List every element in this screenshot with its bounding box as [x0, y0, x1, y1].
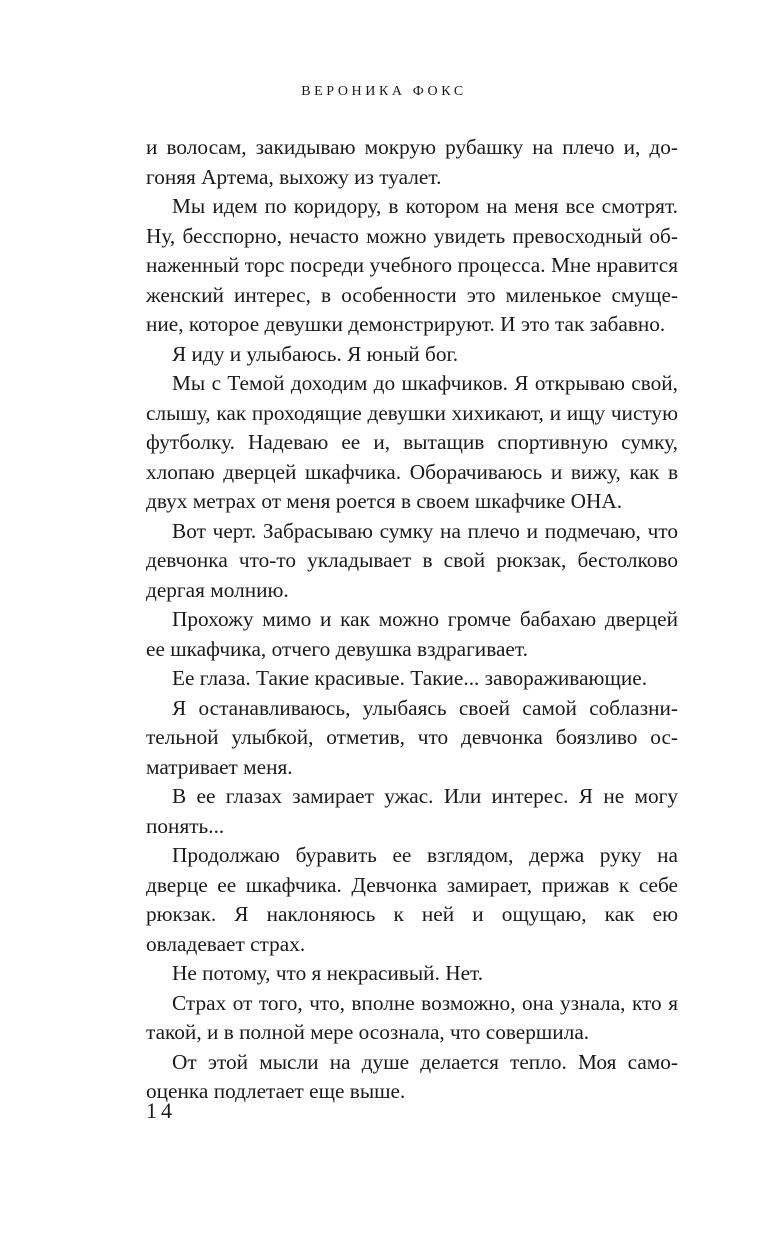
- paragraph: Вот черт. Забрасываю сумку на плечо и подмечаю, что девчонка что-то укладывает в свой рюкзак, бестолково дергая молнию.: [146, 518, 678, 602]
- running-header: ВЕРОНИКА ФОКС: [301, 84, 467, 99]
- paragraph: Продолжаю буравить ее взглядом, держа руку на дверце ее шкафчика. Девчонка замирает, прижав к себе рюкзак. Я наклоняюсь к ней и ощущаю, как ею овладевает страх.: [146, 843, 678, 956]
- paragraph: Я останавливаюсь, улыбаясь своей самой соблазнительной улыбкой, отметив, что девчонка боязливо осматривает меня.: [146, 695, 678, 779]
- paragraph: Прохожу мимо и как можно громче бабахаю дверцей ее шкафчика, отчего девушка вздрагивает.: [146, 607, 678, 661]
- paragraph: От этой мысли на душе делается тепло. Моя самооценка подлетает еще выше.: [146, 1049, 678, 1103]
- paragraph: Не потому, что я некрасивый. Нет.: [172, 961, 484, 985]
- page-number: 14: [146, 1098, 176, 1123]
- paragraph: Мы идем по коридору, в котором на меня все смотрят. Ну, бесспорно, нечасто можно увидеть превосходный обнаженный торс посреди учебного процесса. Мне нравится женский интерес, в особенности это миленькое смущение, которое девушки демонстрируют. И это так забавно.: [146, 194, 678, 336]
- paragraph: В ее глазах замирает ужас. Или интерес. Я не могу понять...: [146, 784, 678, 838]
- page-body: [146, 133, 678, 1107]
- paragraph: Страх от того, что, вполне возможно, она узнала, кто я такой, и в полной мере осознала, что совершила.: [146, 990, 678, 1044]
- paragraph: и волосам, закидываю мокрую рубашку на плечо и, догоняя Артема, выхожу из туалет.: [146, 135, 678, 189]
- paragraph: Я иду и улыбаюсь. Я юный бог.: [172, 341, 459, 366]
- paragraph: Мы с Темой доходим до шкафчиков. Я открываю свой, слышу, как проходящие девушки хихикают, и ищу чистую футболку. Надеваю ее и, вытащив спортивную сумку, хлопаю дверцей шкафчика. Оборачиваюсь и вижу, как в двух метрах от меня роется в своем шкафчике ОНА.: [146, 371, 678, 513]
- paragraph: Ее глаза. Такие красивые. Такие... завораживающие.: [172, 666, 648, 690]
